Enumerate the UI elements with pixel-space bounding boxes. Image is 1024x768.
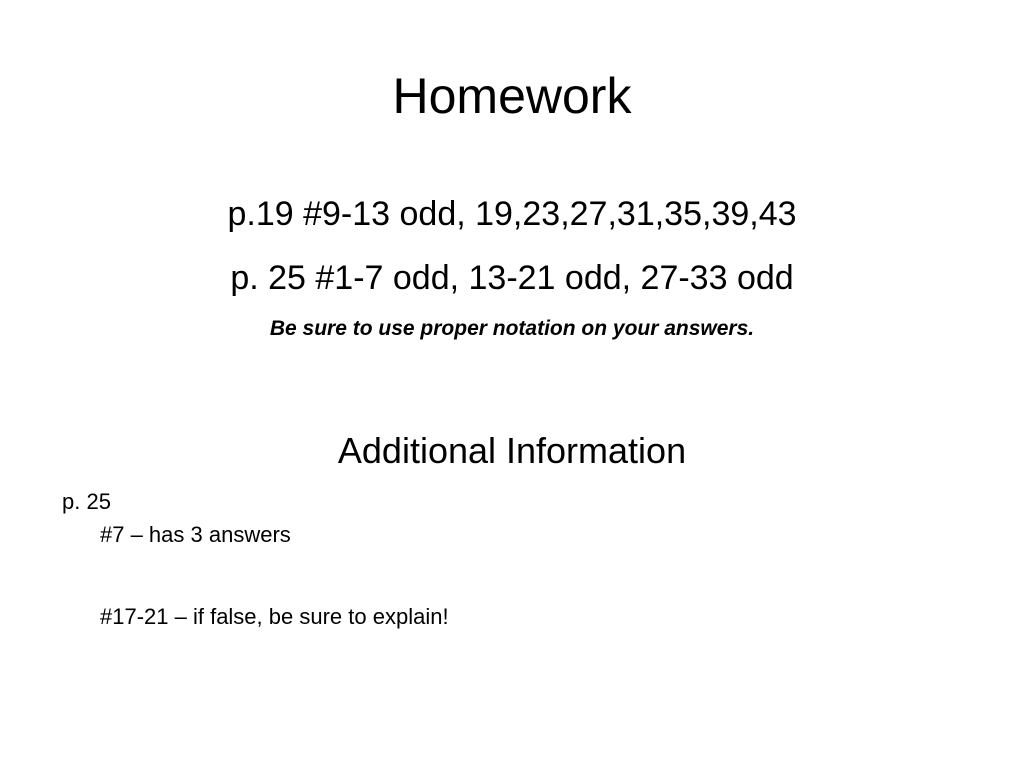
additional-info-item-17-21: #17-21 – if false, be sure to explain! <box>100 604 449 629</box>
assignment-line-p25: p. 25 #1-7 odd, 13-21 odd, 27-33 odd <box>230 259 794 297</box>
additional-info-heading: Additional Information <box>337 430 687 471</box>
slide-title: Homework <box>392 68 632 124</box>
additional-info-item-7: #7 – has 3 answers <box>100 522 291 547</box>
assignment-line-p19: p.19 #9-13 odd, 19,23,27,31,35,39,43 <box>227 195 797 233</box>
additional-info-page-ref: p. 25 <box>62 489 111 514</box>
notation-note: Be sure to use proper notation on your answers. <box>269 317 755 340</box>
